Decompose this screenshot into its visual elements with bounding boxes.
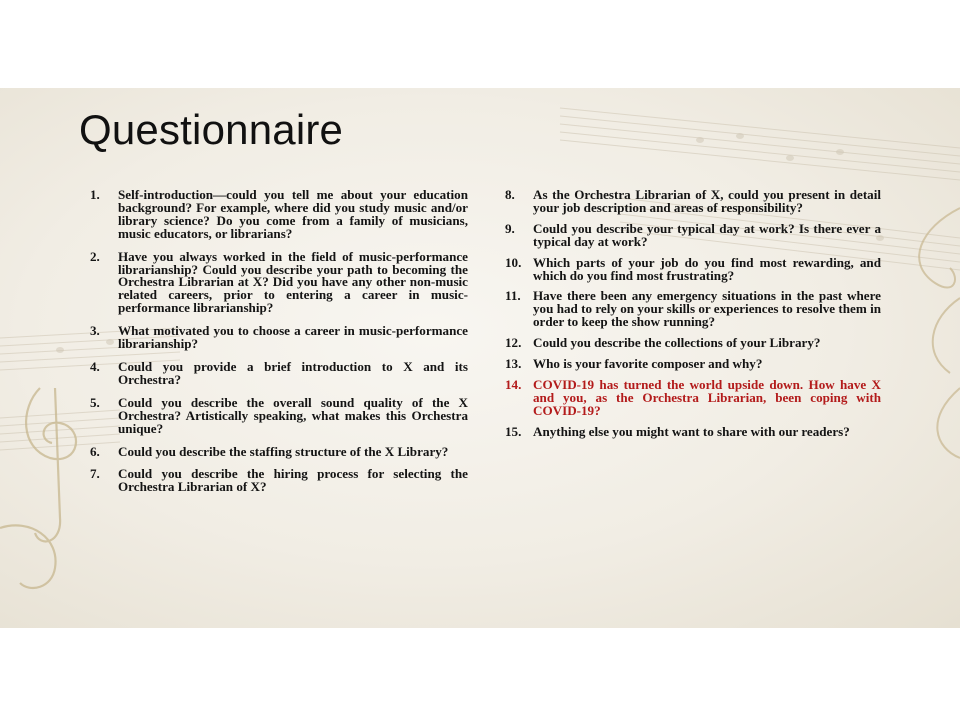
question-number: 5.: [90, 394, 100, 410]
questions-left-column: [90, 189, 468, 504]
question-item: [90, 248, 468, 316]
question-text: What motivated you to choose a career in music-performance librarianship?: [118, 323, 468, 352]
question-item: [90, 189, 468, 241]
question-item: [505, 337, 881, 350]
question-text: Could you describe your typical day at work? Is there ever a typical day at work?: [533, 220, 881, 249]
question-item: [505, 220, 881, 249]
question-text: Anything else you might want to share with our readers?: [533, 423, 850, 439]
question-text: Have there been any emergency situations in the past where you had to rely on your skills or experiences to resolve them in order to keep the show running?: [533, 288, 881, 330]
question-item: [505, 423, 881, 439]
question-item: [90, 325, 468, 351]
question-text: Have you always worked in the field of music-performance librarianship? Could you describe your path to becoming the Orchestra Librarian at X? Did you have any other non-music related careers, prior to entering a career in music-performance librarianship?: [118, 248, 468, 316]
question-number: 9.: [505, 220, 515, 236]
question-item: [90, 358, 468, 387]
question-number: 2.: [90, 248, 100, 264]
question-number: 14.: [505, 376, 522, 392]
slide: [0, 88, 960, 628]
question-item: [90, 468, 468, 494]
question-text: Could you describe the collections of your Library?: [533, 335, 821, 351]
question-item-highlighted: [505, 376, 881, 418]
questions-right-column: [505, 189, 881, 447]
question-text: Could you describe the staffing structure of the X Library?: [118, 443, 449, 459]
question-number: 15.: [505, 423, 522, 439]
question-text: Which parts of your job do you find most rewarding, and which do you find most frustrating?: [533, 254, 881, 283]
question-number: 13.: [505, 356, 522, 372]
question-text: Self-introduction—could you tell me about your education background? For example, where did you study music and/or library science? Do you come from a family of musicians, music educators, or librarians?: [118, 187, 468, 241]
question-text: As the Orchestra Librarian of X, could you present in detail your job description and areas of responsibility?: [533, 187, 881, 215]
question-number: 4.: [90, 358, 100, 374]
question-text: Who is your favorite composer and why?: [533, 356, 763, 372]
question-number: 7.: [90, 466, 100, 482]
page-title: Questionnaire: [79, 106, 344, 153]
question-text: Could you describe the overall sound quality of the X Orchestra? Artistically speaking, what makes this Orchestra unique?: [118, 394, 468, 436]
question-number: 6.: [90, 443, 100, 459]
question-item: [90, 443, 468, 459]
question-text: Could you describe the hiring process for selecting the Orchestra Librarian of X?: [118, 466, 468, 495]
question-item: [90, 394, 468, 436]
question-number: 12.: [505, 335, 522, 351]
question-item: [505, 358, 881, 371]
question-item: [505, 189, 881, 215]
question-number: 3.: [90, 323, 100, 339]
question-item: [505, 254, 881, 283]
question-text: Could you provide a brief introduction to X and its Orchestra?: [118, 358, 468, 387]
question-item: [505, 290, 881, 329]
question-text: COVID-19 has turned the world upside down. How have X and you, as the Orchestra Librarian, been coping with COVID-19?: [533, 376, 881, 418]
question-number: 11.: [505, 288, 521, 304]
question-number: 10.: [505, 254, 522, 270]
question-number: 8.: [505, 187, 515, 202]
question-number: 1.: [90, 187, 100, 202]
